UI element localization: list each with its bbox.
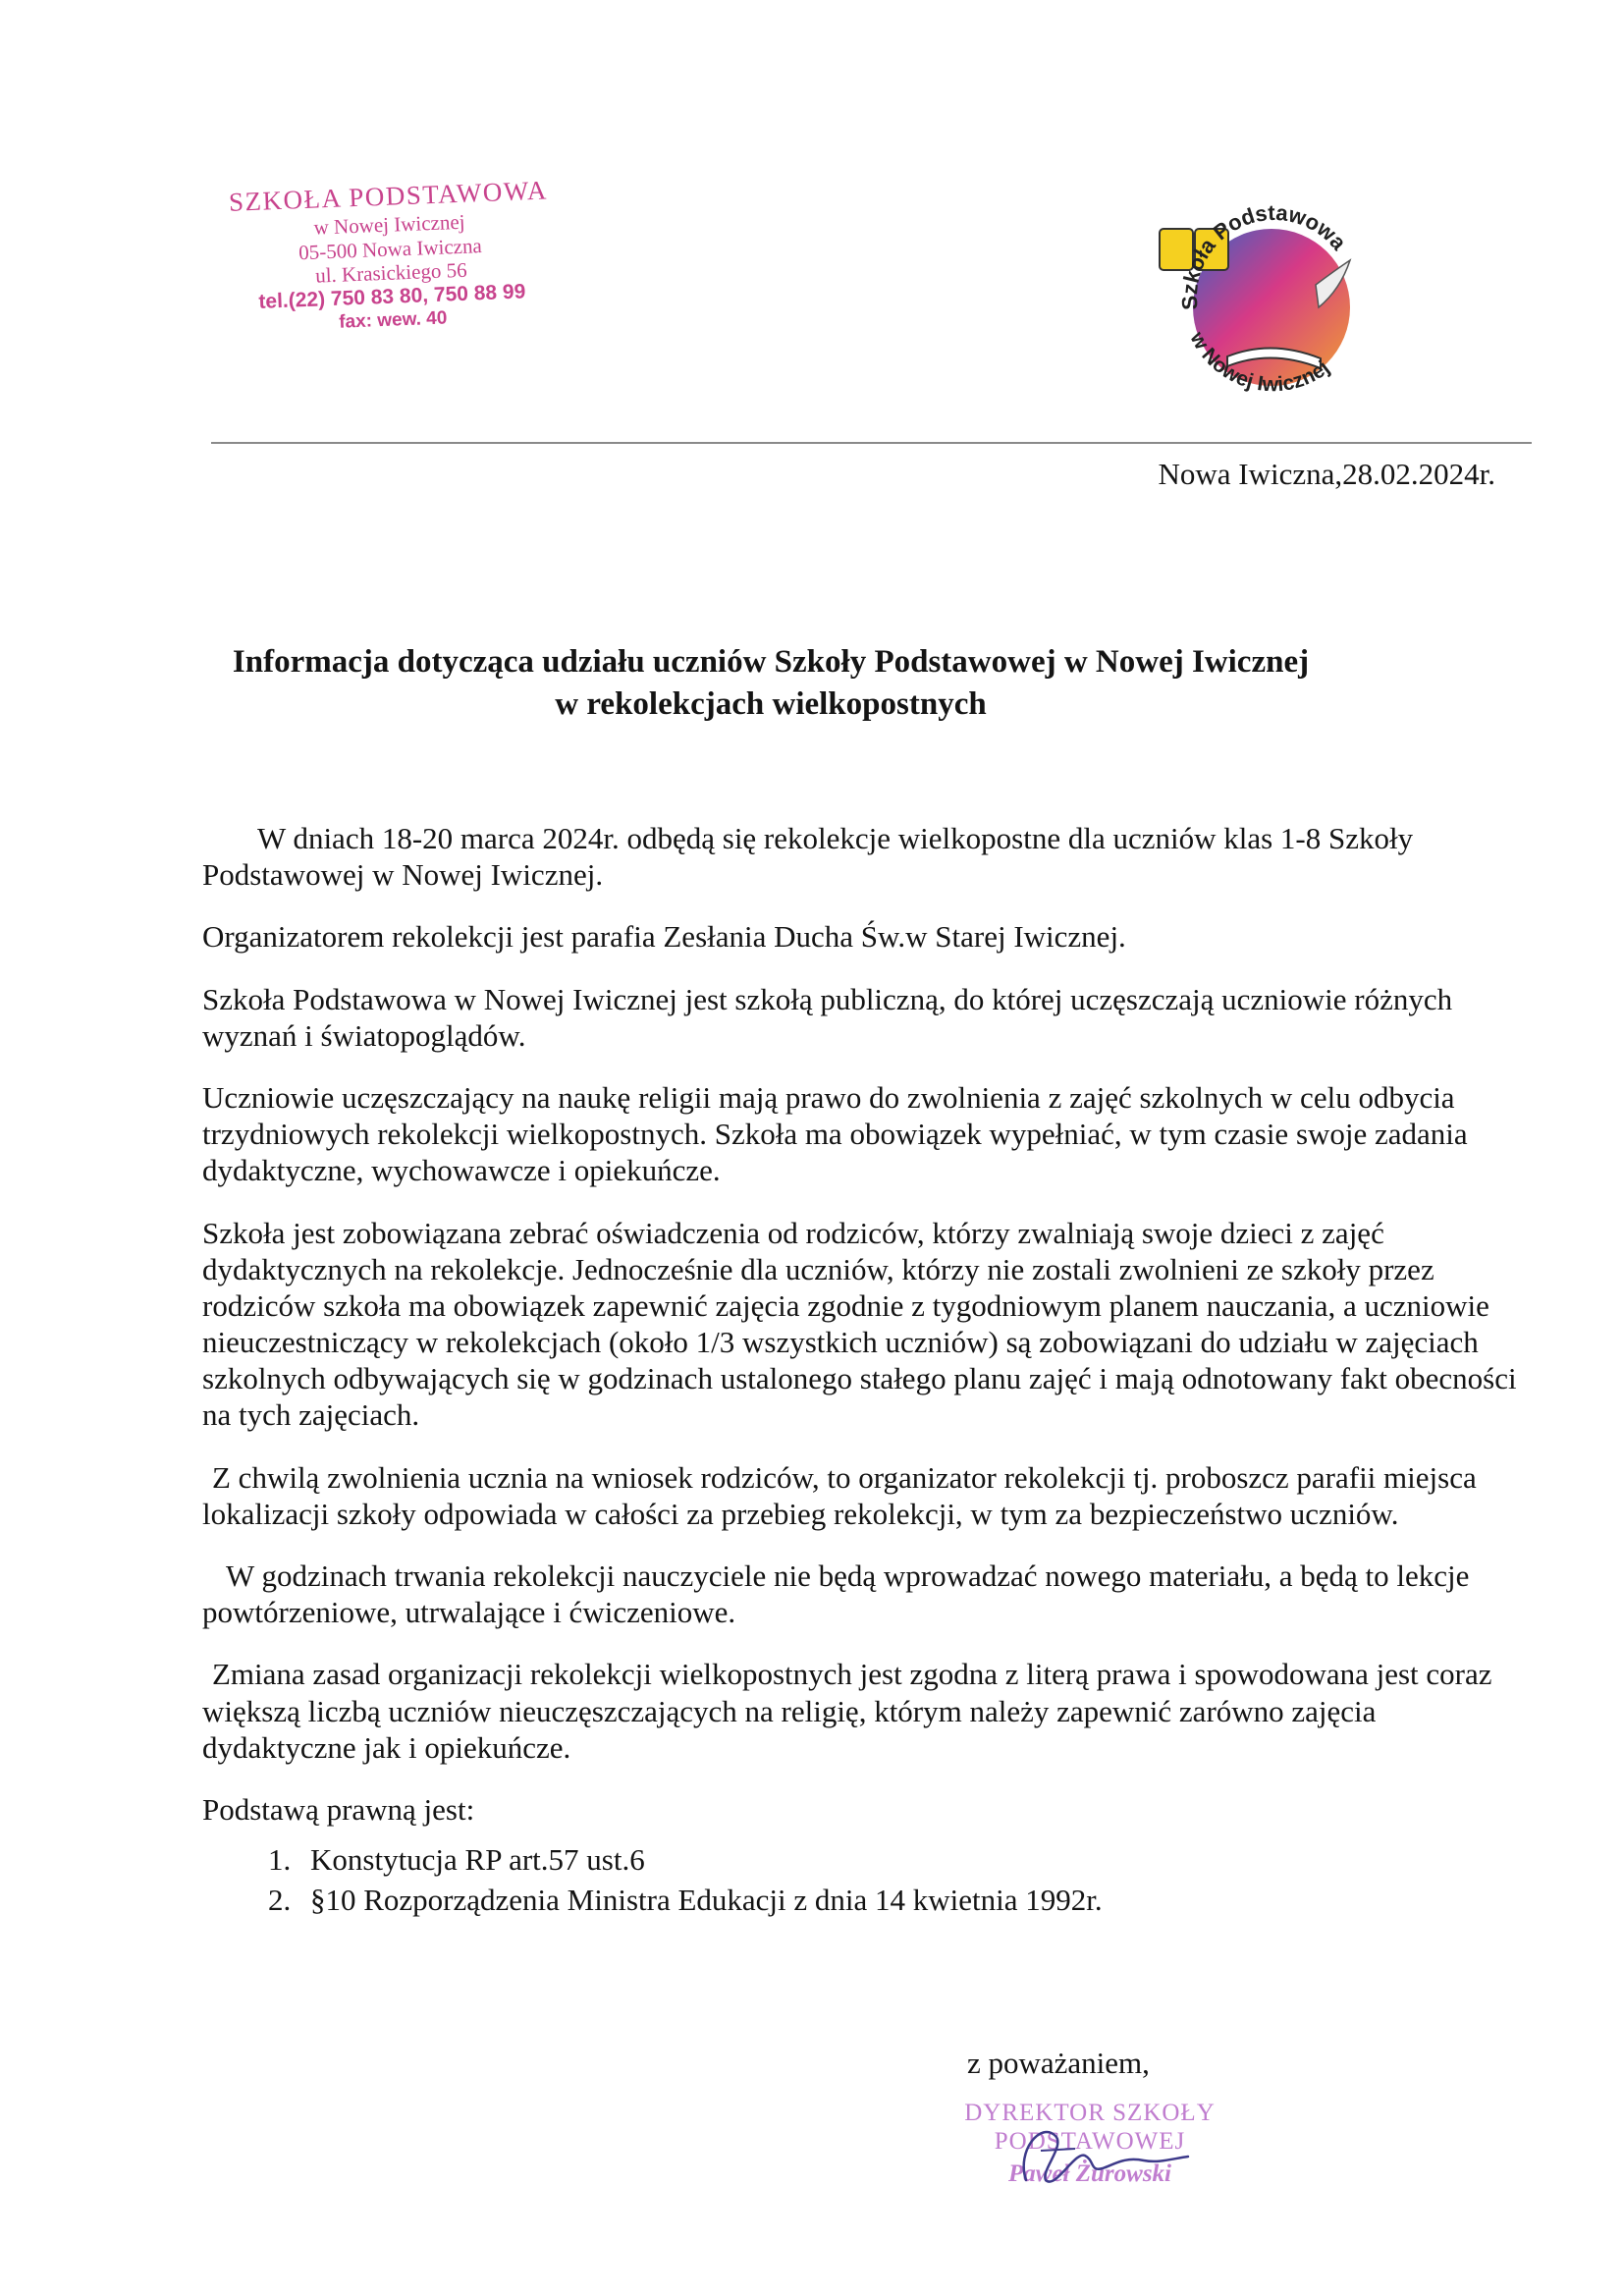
paragraph: Uczniowie uczęszczający na naukę religii mają prawo do zwolnienia z zajęć szkolnych w celu odbycia trzydniowych rekolekcji wielkopostnych. Szkoła ma obowiązek wypełniać, w tym czasie swoje zadania dydaktyczne, wychowawcze i opiekuńcze. bbox=[202, 1079, 1468, 1188]
logo-bottom-text: w Nowej Iwicznej bbox=[1185, 328, 1334, 397]
document-date: Nowa Iwiczna,28.02.2024r. bbox=[1158, 457, 1495, 491]
paragraph: Z chwilą zwolnienia ucznia na wniosek rodziców, to organizator rekolekcji tj. proboszcz parafii miejsca lokalizacji szkoły odpowiada w całości za przebieg rekolekcji, w tym za bezpieczeństwo uczniów. bbox=[202, 1459, 1477, 1531]
logo-top-text: Szkoła Podstawowa bbox=[1176, 199, 1352, 311]
paragraph: W godzinach trwania rekolekcji nauczyciele nie będą wprowadzać nowego materiału, a będą to lekcje powtórzeniowe, utrwalające i ćwiczeniowe. bbox=[202, 1558, 1470, 1630]
document-title bbox=[196, 641, 1345, 726]
closing-phrase: z poważaniem, bbox=[967, 2046, 1150, 2080]
stamp-name: Paweł Żurowski bbox=[1008, 2159, 1171, 2187]
school-street: ul. Krasickiego 56 bbox=[314, 258, 468, 288]
school-fax: fax: wew. 40 bbox=[338, 307, 448, 333]
school-name: SZKOŁA PODSTAWOWA bbox=[228, 175, 549, 217]
list-item: 1. Konstytucja RP art.57 ust.6 bbox=[298, 1841, 1518, 1878]
paragraph: Szkoła Podstawowa w Nowej Iwicznej jest szkołą publiczną, do której uczęszczają uczniowie różnych wyznań i światopoglądów. bbox=[202, 981, 1453, 1053]
stamp-title: DYREKTOR SZKOŁY bbox=[964, 2100, 1216, 2126]
school-location: w Nowej Iwicznej bbox=[313, 209, 465, 240]
title-line-2: w rekolekcjach wielkopostnych bbox=[555, 685, 987, 722]
legal-basis-list bbox=[202, 1841, 1518, 1918]
paragraph: Szkoła jest zobowiązana zebrać oświadczenia od rodziców, którzy zwalniają swoje dzieci z zajęć dydaktycznych na rekolekcje. Jednocześnie dla uczniów, którzy nie zostali zwolnieni ze szkoły przez rodziców szkoła ma obowiązek zapewnić zajęcia zgodnie z tygodniowym planem nauczania, a uczniowie nieuczestniczący w rekolekcjach (około 1/3 wszystkich uczniów) są zobowiązani do udziału w zajęciach szkolnych odbywających się w godzinach ustalonego stałego planu zajęć i mają odnotowany fakt obecności na tych zajęciach. bbox=[202, 1215, 1517, 1433]
title-line-1: Informacja dotycząca udziału uczniów Szkoły Podstawowej w Nowej Iwicznej bbox=[232, 644, 1310, 680]
list-item: 2. §10 Rozporządzenia Ministra Edukacji z dnia 14 kwietnia 1992r. bbox=[298, 1882, 1518, 1918]
school-phone: tel.(22) 750 83 80, 750 88 99 bbox=[258, 280, 526, 313]
stamp-school: PODSTAWOWEJ bbox=[994, 2127, 1186, 2155]
legal-basis-heading: Podstawą prawną jest: bbox=[202, 1791, 475, 1827]
paragraph: Organizatorem rekolekcji jest parafia Zesłania Ducha Św.w Starej Iwicznej. bbox=[202, 919, 1126, 955]
handwritten-signature bbox=[987, 2111, 1213, 2200]
paragraph: Zmiana zasad organizacji rekolekcji wielkopostnych jest zgodna z literą prawa i spowodowana jest coraz większą liczbą uczniów nieuczęszczających na religię, którym należy zapewnić zarówno zajęcia dydaktyczne jak i opiekuńcze. bbox=[202, 1657, 1492, 1765]
school-postal: 05-500 Nowa Iwiczna bbox=[298, 233, 483, 264]
header-divider bbox=[211, 442, 1532, 444]
school-letterhead-stamp bbox=[201, 174, 580, 339]
paragraph: W dniach 18-20 marca 2024r. odbędą się rekolekcje wielkopostne dla uczniów klas 1-8 Szkoły Podstawowej w Nowej Iwicznej. bbox=[202, 821, 1414, 893]
school-logo bbox=[1154, 191, 1389, 417]
document-body bbox=[202, 820, 1518, 1923]
